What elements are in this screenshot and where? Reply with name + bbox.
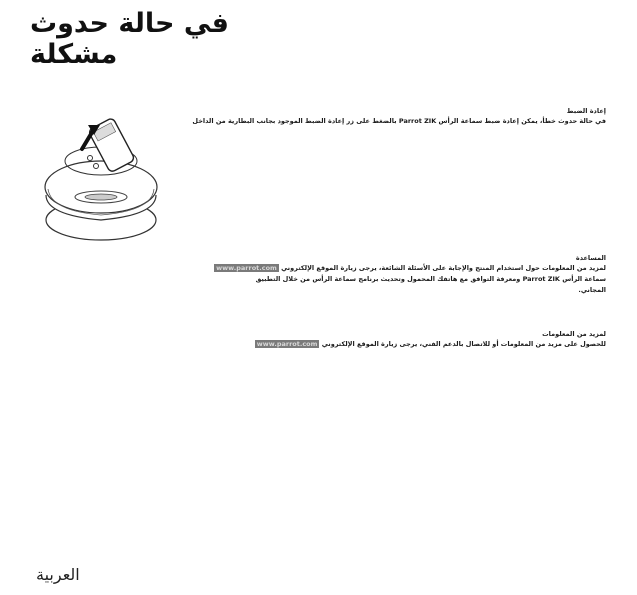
more-info-text-body: للحصول على مزيد من المعلومات أو للاتصال بالدعم الفني، يرجى زيارة الموقع الإلكتروني — [321, 340, 606, 348]
page-title: في حالة حدوث مشكلة — [30, 8, 229, 70]
help-text-line-1-body: لمزيد من المعلومات حول استخدام المنتج والإجابة على الأسئلة الشائعة، يرجى زيارة الموقع الإلكتروني — [281, 264, 606, 272]
more-info-text — [36, 339, 606, 350]
more-info-section — [36, 330, 606, 350]
reset-section — [170, 107, 606, 127]
help-section — [36, 254, 606, 296]
help-heading: المساعدة — [575, 254, 606, 262]
help-website-link[interactable]: www.parrot.com — [216, 264, 277, 272]
language-label: العربية — [36, 565, 80, 584]
more-info-heading: لمزيد من المعلومات — [542, 330, 606, 338]
help-text-line-1 — [36, 263, 606, 274]
more-info-website-link[interactable]: www.parrot.com — [256, 340, 318, 348]
reset-heading: إعادة الضبط — [566, 107, 606, 115]
headphone-battery-illustration — [36, 115, 161, 243]
reset-text: في حالة حدوث خطأ، يمكن إعادة ضبط سماعة الرأس Parrot ZIK بالضغط على زر إعادة الضبط الموجود بجانب البطارية من الداخل — [192, 117, 606, 125]
help-text-line-2: سماعة الرأس Parrot ZIK ومعرفة التوافق مع هاتفك المحمول وتحديث برنامج سماعة الرأس من خلال التطبيق — [255, 275, 606, 283]
help-text-line-3: المجاني. — [578, 286, 606, 294]
